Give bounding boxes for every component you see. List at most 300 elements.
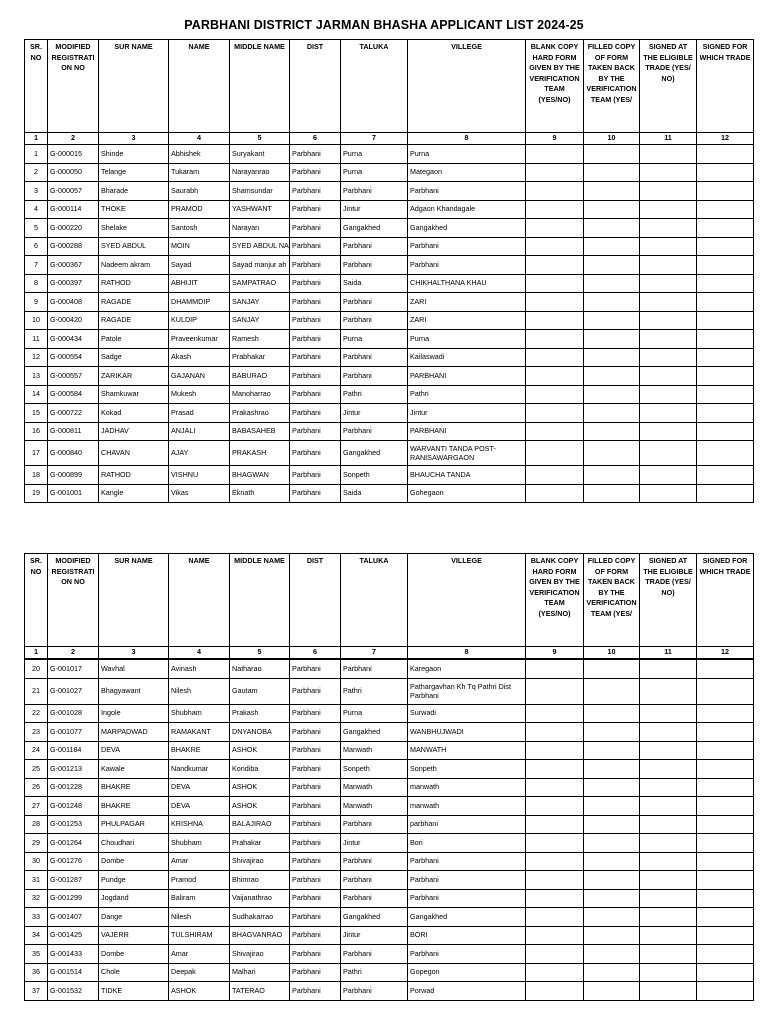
cell-middle-name: SANJAY	[230, 311, 290, 330]
cell-name: Praveenkumar	[169, 330, 230, 349]
cell-name: DHAMMDIP	[169, 293, 230, 312]
cell-registration-no: G-000811	[48, 422, 99, 441]
cell-filled-copy-taken	[584, 237, 640, 256]
header-taluka: TALUKA	[341, 554, 408, 647]
cell-dist: Parbhani	[290, 274, 341, 293]
cell-taluka: Parbhani	[341, 889, 408, 908]
cell-blank-copy-given	[526, 945, 584, 964]
cell-registration-no: G-000584	[48, 385, 99, 404]
cell-middle-name: Narayanrao	[230, 163, 290, 182]
cell-taluka: Parbhani	[341, 945, 408, 964]
cell-village: Pathri	[408, 385, 526, 404]
cell-village: PARBHANI	[408, 422, 526, 441]
cell-filled-copy-taken	[584, 871, 640, 890]
column-number-row	[25, 133, 754, 145]
cell-village: Pathargavhan Kh Tq Pathri Dist Parbhani	[408, 678, 526, 704]
cell-registration-no: G-000408	[48, 293, 99, 312]
cell-taluka: Parbhani	[341, 293, 408, 312]
cell-registration-no: G-001017	[48, 659, 99, 678]
cell-filled-copy-taken	[584, 926, 640, 945]
cell-taluka: Manwath	[341, 778, 408, 797]
cell-signed-eligible-trade	[640, 926, 697, 945]
cell-sr-no: 34	[25, 926, 48, 945]
cell-blank-copy-given	[526, 982, 584, 1001]
cell-sr-no: 14	[25, 385, 48, 404]
cell-filled-copy-taken	[584, 466, 640, 485]
cell-signed-which-trade	[697, 330, 754, 349]
cell-sr-no: 3	[25, 182, 48, 201]
cell-signed-which-trade	[697, 404, 754, 423]
cell-signed-eligible-trade	[640, 797, 697, 816]
cell-filled-copy-taken	[584, 963, 640, 982]
cell-taluka: Parbhani	[341, 237, 408, 256]
cell-taluka: Parbhani	[341, 348, 408, 367]
cell-signed-eligible-trade	[640, 256, 697, 275]
cell-signed-which-trade	[697, 797, 754, 816]
cell-blank-copy-given	[526, 293, 584, 312]
cell-filled-copy-taken	[584, 945, 640, 964]
cell-middle-name: Gautam	[230, 678, 290, 704]
column-number: 1	[25, 133, 48, 145]
cell-signed-eligible-trade	[640, 852, 697, 871]
column-number: 12	[697, 647, 754, 660]
cell-taluka: Gangakhed	[341, 219, 408, 238]
cell-filled-copy-taken	[584, 330, 640, 349]
cell-name: GAJANAN	[169, 367, 230, 386]
cell-taluka: Saida	[341, 274, 408, 293]
cell-blank-copy-given	[526, 367, 584, 386]
cell-surname: Choudhari	[99, 834, 169, 853]
column-number: 4	[169, 133, 230, 145]
cell-surname: Shelake	[99, 219, 169, 238]
cell-sr-no: 27	[25, 797, 48, 816]
cell-registration-no: G-001213	[48, 760, 99, 779]
cell-village: manwath	[408, 778, 526, 797]
cell-sr-no: 23	[25, 723, 48, 742]
column-number: 5	[230, 133, 290, 145]
cell-sr-no: 26	[25, 778, 48, 797]
cell-signed-which-trade	[697, 348, 754, 367]
table-row	[25, 145, 754, 164]
cell-middle-name: YASHWANT	[230, 200, 290, 219]
cell-signed-which-trade	[697, 182, 754, 201]
cell-middle-name: SANJAY	[230, 293, 290, 312]
header-name: NAME	[169, 40, 230, 133]
cell-filled-copy-taken	[584, 797, 640, 816]
cell-village: Sonpeth	[408, 760, 526, 779]
cell-sr-no: 37	[25, 982, 48, 1001]
cell-middle-name: BABURAO	[230, 367, 290, 386]
cell-village: Mategaon	[408, 163, 526, 182]
cell-signed-eligible-trade	[640, 293, 697, 312]
cell-middle-name: Manoharrao	[230, 385, 290, 404]
table-row	[25, 330, 754, 349]
table-row	[25, 852, 754, 871]
header-dist: DIST	[290, 554, 341, 647]
cell-taluka: Purna	[341, 330, 408, 349]
cell-signed-eligible-trade	[640, 945, 697, 964]
cell-taluka: Parbhani	[341, 659, 408, 678]
cell-surname: Jogdand	[99, 889, 169, 908]
applicant-table-section-2	[24, 553, 754, 1001]
cell-signed-eligible-trade	[640, 741, 697, 760]
cell-signed-which-trade	[697, 256, 754, 275]
cell-village: BORI	[408, 926, 526, 945]
cell-blank-copy-given	[526, 926, 584, 945]
cell-dist: Parbhani	[290, 678, 341, 704]
cell-village: Parbhani	[408, 945, 526, 964]
cell-dist: Parbhani	[290, 404, 341, 423]
cell-signed-eligible-trade	[640, 237, 697, 256]
cell-taluka: Jintur	[341, 200, 408, 219]
cell-signed-eligible-trade	[640, 311, 697, 330]
column-number: 10	[584, 647, 640, 660]
cell-signed-eligible-trade	[640, 330, 697, 349]
cell-village: PARBHANI	[408, 367, 526, 386]
cell-sr-no: 20	[25, 659, 48, 678]
cell-dist: Parbhani	[290, 760, 341, 779]
cell-registration-no: G-000899	[48, 466, 99, 485]
cell-signed-which-trade	[697, 145, 754, 164]
cell-blank-copy-given	[526, 348, 584, 367]
cell-middle-name: ASHOK	[230, 797, 290, 816]
table-row	[25, 256, 754, 275]
header-middle-name: MIDDLE NAME	[230, 554, 290, 647]
cell-registration-no: G-000220	[48, 219, 99, 238]
column-number: 7	[341, 647, 408, 660]
cell-filled-copy-taken	[584, 484, 640, 503]
cell-blank-copy-given	[526, 237, 584, 256]
cell-signed-eligible-trade	[640, 723, 697, 742]
table-row	[25, 441, 754, 466]
cell-signed-eligible-trade	[640, 704, 697, 723]
cell-signed-which-trade	[697, 834, 754, 853]
cell-signed-which-trade	[697, 889, 754, 908]
cell-middle-name: Shivajirao	[230, 945, 290, 964]
column-number: 12	[697, 133, 754, 145]
cell-blank-copy-given	[526, 852, 584, 871]
cell-village: WANBHUJWADI	[408, 723, 526, 742]
table-row	[25, 723, 754, 742]
cell-surname: Dombe	[99, 945, 169, 964]
cell-blank-copy-given	[526, 723, 584, 742]
column-number: 11	[640, 647, 697, 660]
cell-registration-no: G-000050	[48, 163, 99, 182]
cell-surname: SYED ABDUL	[99, 237, 169, 256]
table-row	[25, 889, 754, 908]
table-row	[25, 293, 754, 312]
cell-signed-eligible-trade	[640, 834, 697, 853]
cell-filled-copy-taken	[584, 219, 640, 238]
cell-village: Surwadi	[408, 704, 526, 723]
cell-middle-name: SAMPATRAO	[230, 274, 290, 293]
cell-signed-which-trade	[697, 311, 754, 330]
cell-middle-name: Ramesh	[230, 330, 290, 349]
cell-signed-which-trade	[697, 163, 754, 182]
cell-name: KULDIP	[169, 311, 230, 330]
cell-registration-no: G-001253	[48, 815, 99, 834]
cell-middle-name: Sudhakarrao	[230, 908, 290, 927]
cell-filled-copy-taken	[584, 311, 640, 330]
cell-filled-copy-taken	[584, 908, 640, 927]
cell-dist: Parbhani	[290, 982, 341, 1001]
cell-surname: CHAVAN	[99, 441, 169, 466]
cell-registration-no: G-000840	[48, 441, 99, 466]
cell-registration-no: G-001514	[48, 963, 99, 982]
column-number: 8	[408, 647, 526, 660]
cell-filled-copy-taken	[584, 678, 640, 704]
cell-blank-copy-given	[526, 182, 584, 201]
cell-signed-which-trade	[697, 441, 754, 466]
table-row	[25, 237, 754, 256]
cell-name: Amar	[169, 945, 230, 964]
cell-village: Kailaswadi	[408, 348, 526, 367]
cell-registration-no: G-001299	[48, 889, 99, 908]
cell-filled-copy-taken	[584, 256, 640, 275]
cell-sr-no: 32	[25, 889, 48, 908]
header-row	[25, 40, 754, 133]
cell-name: Pramod	[169, 871, 230, 890]
cell-filled-copy-taken	[584, 293, 640, 312]
cell-blank-copy-given	[526, 200, 584, 219]
cell-signed-eligible-trade	[640, 871, 697, 890]
cell-name: Nandkumar	[169, 760, 230, 779]
cell-signed-which-trade	[697, 200, 754, 219]
cell-taluka: Purna	[341, 704, 408, 723]
cell-sr-no: 16	[25, 422, 48, 441]
header-blank-copy-given: BLANK COPY HARD FORM GIVEN BY THE VERIFICATION TEAM (YES/NO)	[526, 554, 584, 647]
cell-signed-eligible-trade	[640, 963, 697, 982]
cell-sr-no: 13	[25, 367, 48, 386]
cell-dist: Parbhani	[290, 659, 341, 678]
header-row	[25, 554, 754, 647]
cell-dist: Parbhani	[290, 963, 341, 982]
cell-surname: Telange	[99, 163, 169, 182]
cell-registration-no: G-001264	[48, 834, 99, 853]
header-signed-which-trade: SIGNED FOR WHICH TRADE	[697, 40, 754, 133]
header-registration-no: MODIFIED REGISTRATI ON NO	[48, 40, 99, 133]
cell-village: Purna	[408, 330, 526, 349]
cell-blank-copy-given	[526, 311, 584, 330]
cell-dist: Parbhani	[290, 704, 341, 723]
cell-middle-name: Bhimrao	[230, 871, 290, 890]
cell-blank-copy-given	[526, 908, 584, 927]
cell-village: BHAUCHA TANDA	[408, 466, 526, 485]
table-row	[25, 945, 754, 964]
cell-taluka: Gangakhed	[341, 723, 408, 742]
cell-signed-eligible-trade	[640, 760, 697, 779]
cell-middle-name: Prabhakar	[230, 348, 290, 367]
cell-blank-copy-given	[526, 484, 584, 503]
cell-dist: Parbhani	[290, 778, 341, 797]
cell-dist: Parbhani	[290, 466, 341, 485]
cell-taluka: Jintur	[341, 926, 408, 945]
cell-sr-no: 9	[25, 293, 48, 312]
cell-signed-which-trade	[697, 778, 754, 797]
cell-middle-name: ASHOK	[230, 741, 290, 760]
header-blank-copy-given: BLANK COPY HARD FORM GIVEN BY THE VERIFICATION TEAM (YES/NO)	[526, 40, 584, 133]
cell-surname: TIDKE	[99, 982, 169, 1001]
cell-village: Parbhani	[408, 889, 526, 908]
header-taluka: TALUKA	[341, 40, 408, 133]
cell-village: Gohegaon	[408, 484, 526, 503]
cell-registration-no: G-000420	[48, 311, 99, 330]
cell-name: KRISHNA	[169, 815, 230, 834]
cell-surname: Kangle	[99, 484, 169, 503]
cell-blank-copy-given	[526, 422, 584, 441]
cell-signed-eligible-trade	[640, 404, 697, 423]
cell-surname: Ingole	[99, 704, 169, 723]
cell-blank-copy-given	[526, 256, 584, 275]
cell-blank-copy-given	[526, 797, 584, 816]
cell-middle-name: BHAGVANRAO	[230, 926, 290, 945]
cell-signed-which-trade	[697, 741, 754, 760]
cell-dist: Parbhani	[290, 852, 341, 871]
table-row	[25, 163, 754, 182]
column-number: 6	[290, 647, 341, 660]
cell-signed-eligible-trade	[640, 274, 697, 293]
cell-village: Bori	[408, 834, 526, 853]
cell-signed-eligible-trade	[640, 778, 697, 797]
cell-registration-no: G-001532	[48, 982, 99, 1001]
table-row	[25, 815, 754, 834]
cell-signed-eligible-trade	[640, 145, 697, 164]
cell-surname: Wavhal	[99, 659, 169, 678]
cell-filled-copy-taken	[584, 704, 640, 723]
cell-dist: Parbhani	[290, 484, 341, 503]
header-name: NAME	[169, 554, 230, 647]
cell-name: Sayad	[169, 256, 230, 275]
cell-surname: PHULPAGAR	[99, 815, 169, 834]
cell-name: Baliram	[169, 889, 230, 908]
header-dist: DIST	[290, 40, 341, 133]
cell-filled-copy-taken	[584, 404, 640, 423]
cell-name: ASHOK	[169, 982, 230, 1001]
cell-signed-which-trade	[697, 466, 754, 485]
table-row	[25, 741, 754, 760]
cell-village: Porwad	[408, 982, 526, 1001]
header-surname: SUR NAME	[99, 554, 169, 647]
cell-sr-no: 31	[25, 871, 48, 890]
column-number: 3	[99, 133, 169, 145]
cell-sr-no: 33	[25, 908, 48, 927]
cell-signed-which-trade	[697, 484, 754, 503]
cell-taluka: Manwath	[341, 741, 408, 760]
cell-name: Deepak	[169, 963, 230, 982]
cell-signed-eligible-trade	[640, 348, 697, 367]
cell-signed-eligible-trade	[640, 484, 697, 503]
cell-signed-eligible-trade	[640, 982, 697, 1001]
column-number: 6	[290, 133, 341, 145]
cell-village: Parbhani	[408, 237, 526, 256]
cell-signed-which-trade	[697, 422, 754, 441]
cell-name: Prasad	[169, 404, 230, 423]
cell-signed-which-trade	[697, 219, 754, 238]
cell-name: Abhishek	[169, 145, 230, 164]
cell-name: AJAY	[169, 441, 230, 466]
cell-middle-name: Suryakant	[230, 145, 290, 164]
cell-name: VISHNU	[169, 466, 230, 485]
cell-village: Purna	[408, 145, 526, 164]
cell-sr-no: 5	[25, 219, 48, 238]
cell-taluka: Parbhani	[341, 367, 408, 386]
header-signed-which-trade: SIGNED FOR WHICH TRADE	[697, 554, 754, 647]
table-row	[25, 348, 754, 367]
cell-taluka: Manwath	[341, 797, 408, 816]
applicant-table-section-1	[24, 39, 754, 503]
cell-village: Parbhani	[408, 871, 526, 890]
cell-blank-copy-given	[526, 404, 584, 423]
cell-surname: Patole	[99, 330, 169, 349]
cell-taluka: Jintur	[341, 834, 408, 853]
cell-village: Parbhani	[408, 852, 526, 871]
cell-middle-name: ASHOK	[230, 778, 290, 797]
cell-sr-no: 36	[25, 963, 48, 982]
cell-sr-no: 8	[25, 274, 48, 293]
table-row	[25, 760, 754, 779]
cell-filled-copy-taken	[584, 441, 640, 466]
cell-surname: RAGADE	[99, 311, 169, 330]
cell-middle-name: TATERAO	[230, 982, 290, 1001]
table-row	[25, 422, 754, 441]
header-sr-no: SR. NO	[25, 554, 48, 647]
cell-signed-eligible-trade	[640, 219, 697, 238]
cell-surname: Bhagyawant	[99, 678, 169, 704]
cell-registration-no: G-001027	[48, 678, 99, 704]
header-middle-name: MIDDLE NAME	[230, 40, 290, 133]
cell-sr-no: 15	[25, 404, 48, 423]
cell-blank-copy-given	[526, 163, 584, 182]
cell-middle-name: Prahakar	[230, 834, 290, 853]
cell-signed-which-trade	[697, 237, 754, 256]
cell-dist: Parbhani	[290, 889, 341, 908]
cell-name: Saurabh	[169, 182, 230, 201]
cell-sr-no: 25	[25, 760, 48, 779]
cell-village: Jintur	[408, 404, 526, 423]
column-number: 5	[230, 647, 290, 660]
cell-signed-which-trade	[697, 678, 754, 704]
cell-middle-name: Shamsundar	[230, 182, 290, 201]
header-village: VILLEGE	[408, 554, 526, 647]
cell-dist: Parbhani	[290, 422, 341, 441]
cell-taluka: Gangakhed	[341, 441, 408, 466]
cell-name: TULSHIRAM	[169, 926, 230, 945]
cell-dist: Parbhani	[290, 163, 341, 182]
cell-dist: Parbhani	[290, 348, 341, 367]
cell-middle-name: Narayan	[230, 219, 290, 238]
cell-sr-no: 1	[25, 145, 48, 164]
cell-name: Avinash	[169, 659, 230, 678]
cell-registration-no: G-001001	[48, 484, 99, 503]
column-number: 2	[48, 647, 99, 660]
cell-sr-no: 29	[25, 834, 48, 853]
cell-filled-copy-taken	[584, 741, 640, 760]
cell-middle-name: BABASAHEB	[230, 422, 290, 441]
cell-dist: Parbhani	[290, 441, 341, 466]
cell-blank-copy-given	[526, 385, 584, 404]
cell-signed-which-trade	[697, 963, 754, 982]
table-row	[25, 404, 754, 423]
cell-filled-copy-taken	[584, 778, 640, 797]
cell-sr-no: 18	[25, 466, 48, 485]
table-row	[25, 367, 754, 386]
cell-filled-copy-taken	[584, 852, 640, 871]
cell-dist: Parbhani	[290, 293, 341, 312]
cell-sr-no: 28	[25, 815, 48, 834]
cell-village: manwath	[408, 797, 526, 816]
cell-name: RAMAKANT	[169, 723, 230, 742]
cell-registration-no: G-001184	[48, 741, 99, 760]
